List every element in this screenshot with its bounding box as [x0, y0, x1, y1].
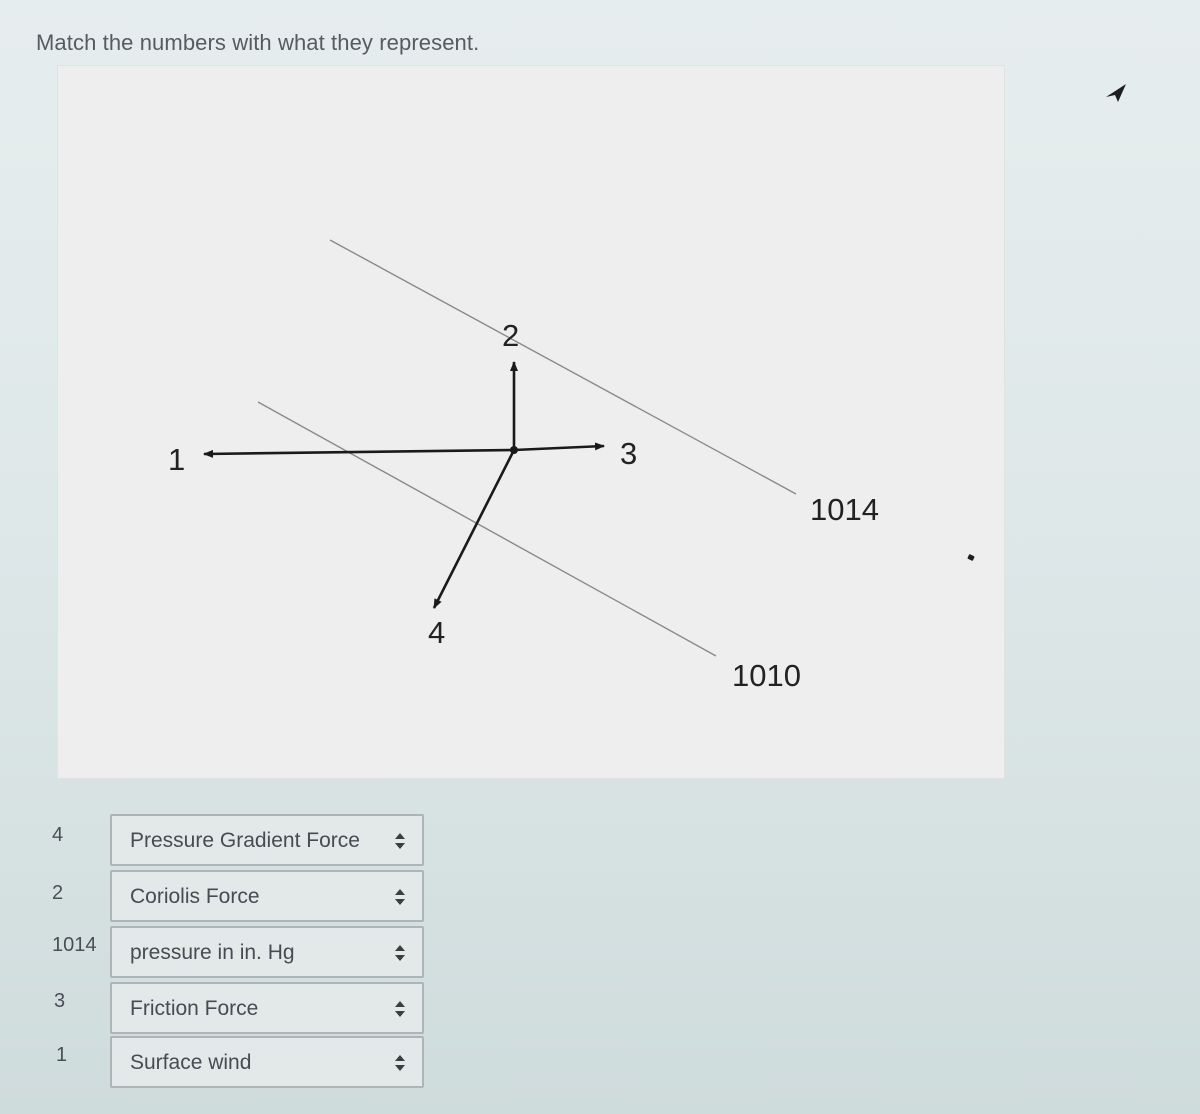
answer-select[interactable] [110, 982, 424, 1034]
answer-select[interactable] [110, 814, 424, 866]
select-value: pressure in in. Hg [130, 941, 295, 964]
match-row [0, 1036, 430, 1092]
up-down-arrows-icon [394, 831, 406, 851]
label-2: 2 [502, 318, 520, 353]
air-parcel-dot [510, 446, 518, 454]
match-row [0, 926, 430, 982]
pressure-diagram [58, 66, 1004, 778]
match-key: 1014 [52, 934, 97, 956]
match-key: 4 [52, 824, 64, 846]
up-down-arrows-icon [394, 999, 406, 1019]
arrow-4 [434, 450, 514, 608]
match-row [0, 870, 430, 926]
mouse-pointer-icon [1104, 80, 1130, 106]
label-isobar-1014: 1014 [810, 492, 879, 527]
question-prompt: Match the numbers with what they represent. [36, 30, 480, 55]
select-value: Coriolis Force [130, 885, 260, 908]
label-3: 3 [620, 436, 638, 471]
label-1: 1 [168, 442, 186, 477]
up-down-arrows-icon [394, 943, 406, 963]
select-value: Pressure Gradient Force [130, 829, 360, 852]
answer-select[interactable] [110, 1036, 424, 1088]
answer-select[interactable] [110, 926, 424, 978]
arrow-3 [514, 446, 604, 450]
arrow-1 [204, 450, 514, 454]
label-4: 4 [428, 615, 446, 650]
match-key: 2 [52, 882, 64, 904]
match-row [0, 982, 430, 1038]
up-down-arrows-icon [394, 887, 406, 907]
force-diagram-svg [58, 66, 1004, 778]
isobar-line-1010 [258, 402, 716, 656]
match-key: 3 [54, 990, 66, 1012]
isobar-line-1014 [330, 240, 796, 494]
answer-select[interactable] [110, 870, 424, 922]
match-key: 1 [56, 1044, 68, 1066]
select-value: Surface wind [130, 1051, 252, 1074]
up-down-arrows-icon [394, 1053, 406, 1073]
match-row [0, 814, 430, 870]
select-value: Friction Force [130, 997, 259, 1020]
label-isobar-1010: 1010 [732, 658, 801, 693]
